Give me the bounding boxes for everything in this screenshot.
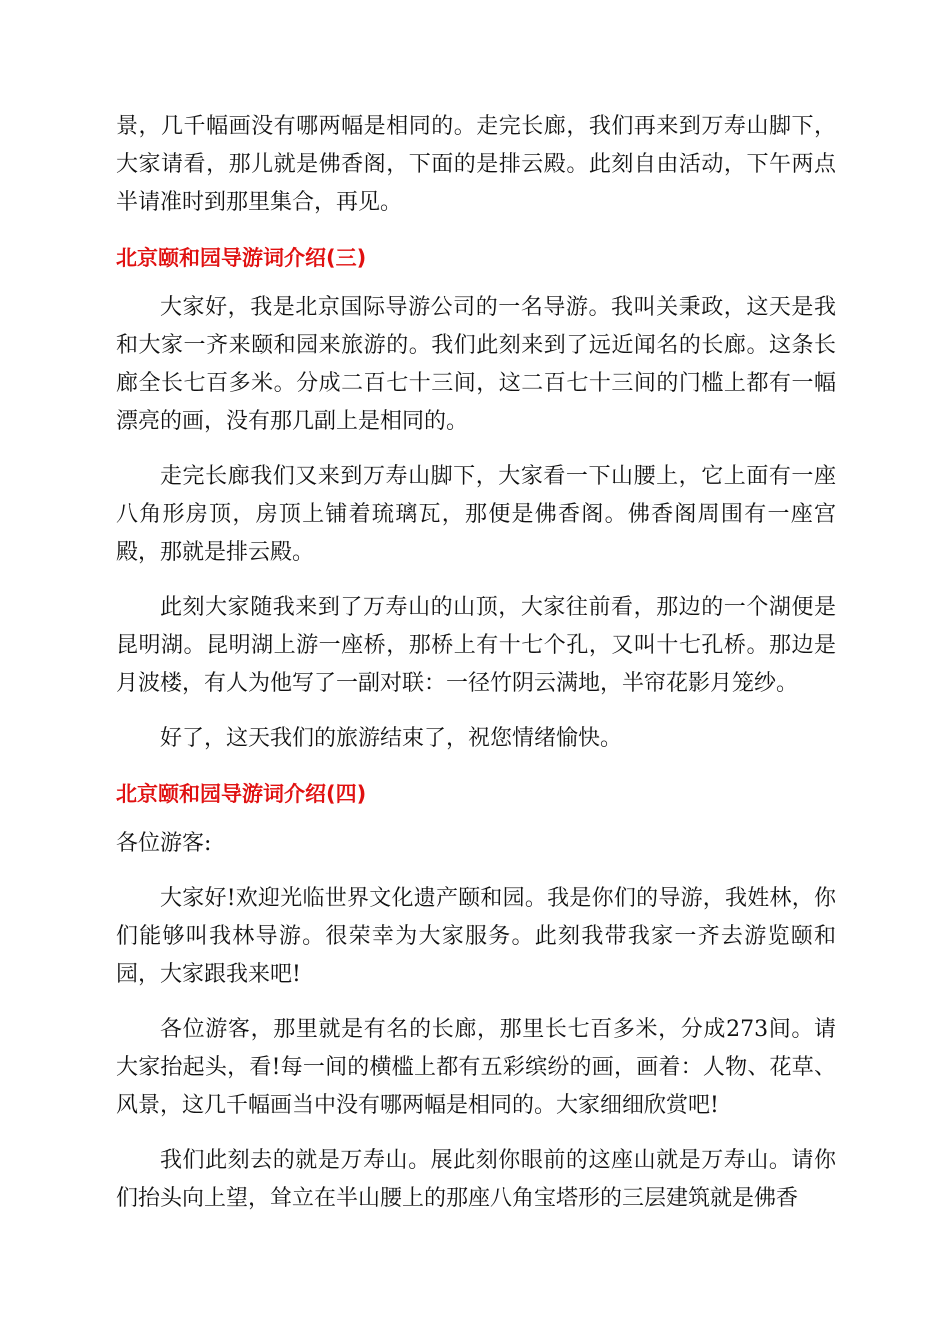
section-heading-3: 北京颐和园导游词介绍(三) (116, 246, 367, 270)
paragraph: 好了，这天我们的旅游结束了，祝您情绪愉快。 (160, 726, 623, 751)
paragraph: 各位游客，那里就是有名的长廊，那里长七百多米，分成273间。请大家抬起头，看!每一间的横槛上都有五彩缤纷的画，画着：人物、花草、风景，这几千幅画当中没有哪两幅是相同的。大家细细欣赏吧! (116, 1017, 836, 1118)
paragraph: 走完长廊我们又来到万寿山脚下，大家看一下山腰上，它上面有一座八角形房顶，房顶上铺着琉璃瓦，那便是佛香阁。佛香阁周围有一座宫殿，那就是排云殿。 (116, 464, 836, 565)
paragraph: 大家好!欢迎光临世界文化遗产颐和园。我是你们的导游，我姓林，你们能够叫我林导游。很荣幸为大家服务。此刻我带我家一齐去游览颐和园，大家跟我来吧! (116, 886, 836, 987)
paragraph: 我们此刻去的就是万寿山。展此刻你眼前的这座山就是万寿山。请你们抬头向上望，耸立在半山腰上的那座八角宝塔形的三层建筑就是佛香 (116, 1148, 836, 1211)
section-heading-4: 北京颐和园导游词介绍(四) (116, 782, 367, 806)
paragraph: 此刻大家随我来到了万寿山的山顶，大家往前看，那边的一个湖便是昆明湖。昆明湖上游一座桥，那桥上有十七个孔，又叫十七孔桥。那边是月波楼，有人为他写了一副对联：一径竹阴云满地，半帘花影月笼纱。 (116, 595, 836, 696)
paragraph-continued: 景，几千幅画没有哪两幅是相同的。走完长廊，我们再来到万寿山脚下，大家请看，那儿就是佛香阁，下面的是排云殿。此刻自由活动，下午两点半请准时到那里集合，再见。 (116, 114, 836, 215)
document-page (116, 108, 836, 1235)
greeting-line: 各位游客: (116, 831, 212, 856)
paragraph: 大家好，我是北京国际导游公司的一名导游。我叫关秉政，这天是我和大家一齐来颐和园来旅游的。我们此刻来到了远近闻名的长廊。这条长廊全长七百多米。分成二百七十三间，这二百七十三间的门槛上都有一幅漂亮的画，没有那几副上是相同的。 (116, 295, 836, 434)
